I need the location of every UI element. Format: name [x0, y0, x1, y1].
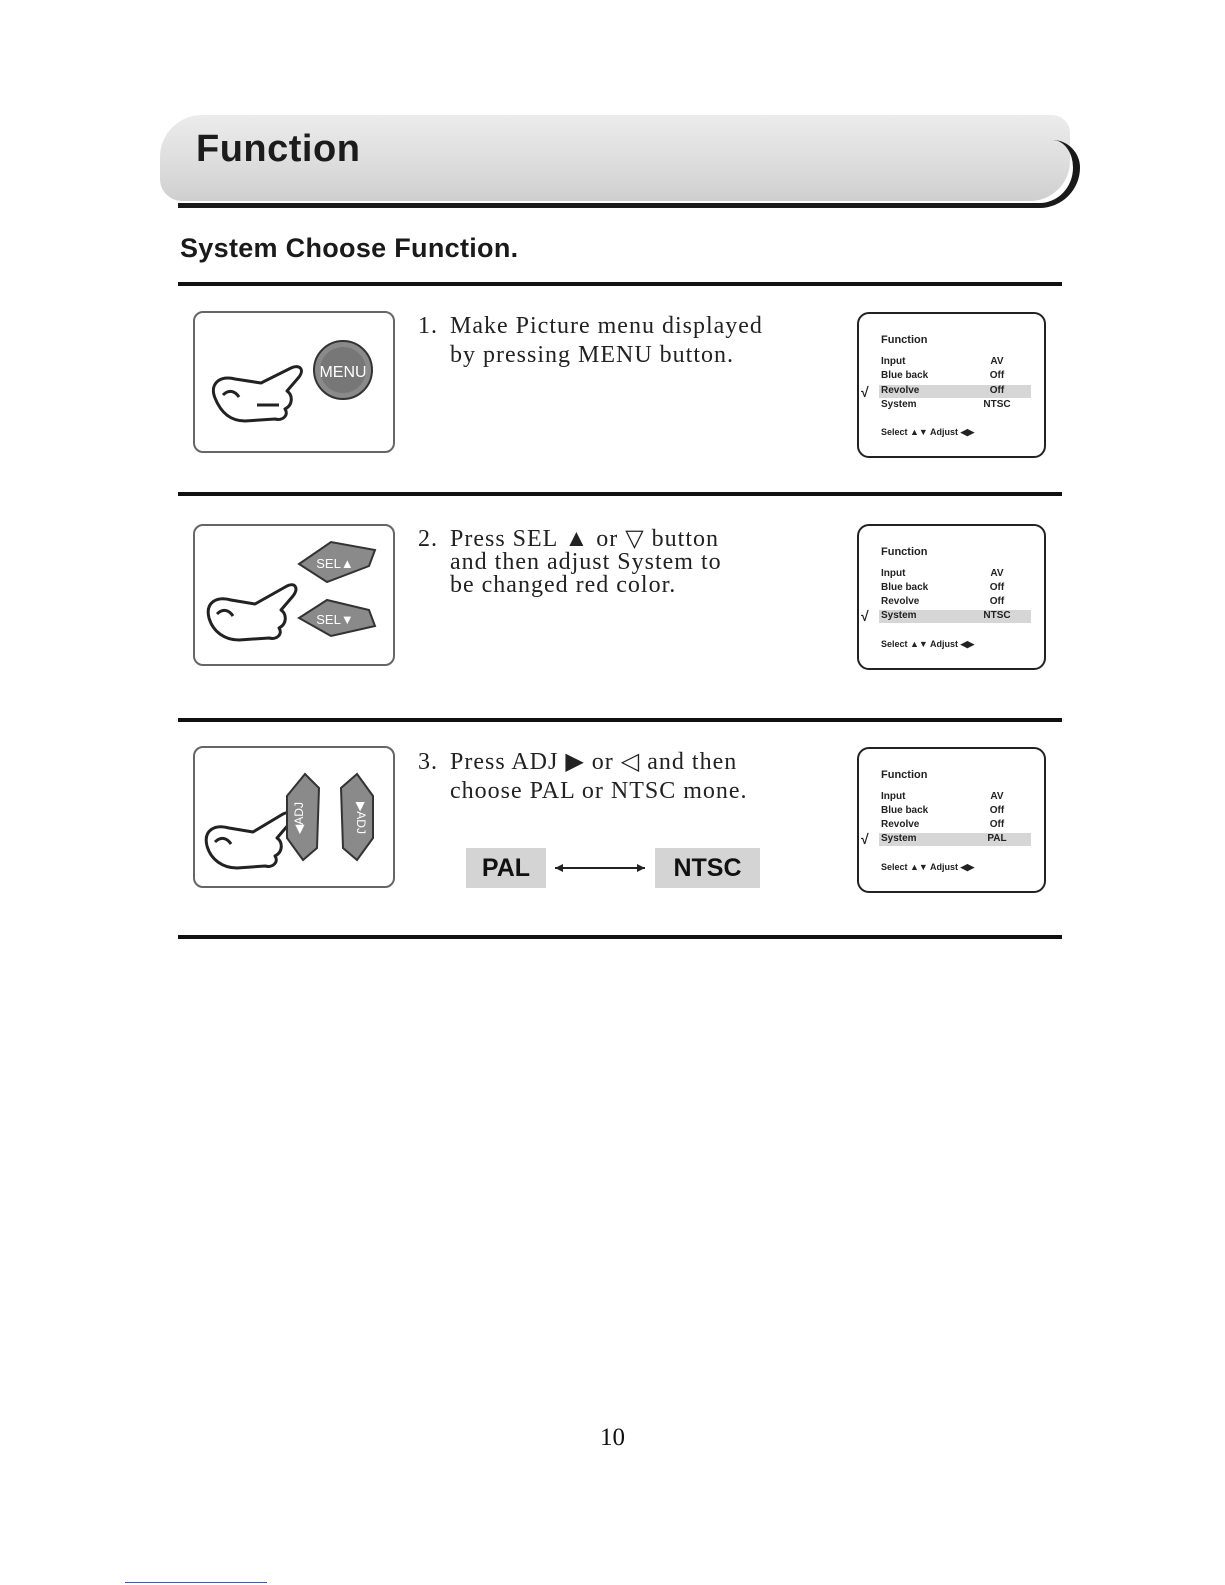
sel-up-button-icon [299, 542, 375, 582]
osd-title: Function [881, 546, 928, 558]
osd-row-system: System NTSC [881, 399, 1011, 410]
sel-down-label: SEL▼ [316, 612, 354, 627]
adj-left-label: ◀ADJ [292, 802, 306, 834]
osd-row-system-selected: System PAL [879, 833, 1031, 846]
step-2-instruction [418, 525, 722, 600]
divider [178, 492, 1062, 496]
double-arrow-icon [555, 863, 645, 873]
osd-row-blue-back: Blue back Off [881, 370, 1005, 381]
osd-row-input: Input AV [881, 568, 1004, 579]
step-1-instruction [418, 312, 763, 370]
step-line: and then adjust System to [450, 549, 722, 575]
step-number: 2. [418, 526, 438, 552]
osd-title: Function [881, 334, 928, 346]
adj-right-label: ▶ADJ [354, 802, 368, 834]
adj-buttons-illustration [193, 746, 395, 888]
sel-down-button-icon [299, 600, 375, 636]
step-3-instruction [418, 748, 748, 806]
osd-footer: Select ▲▼ Adjust ◀▶ [881, 862, 975, 872]
divider [178, 282, 1062, 286]
pointing-hand-icon [206, 813, 292, 868]
step-line: Press ADJ ▶ or ◁ and then [450, 749, 738, 775]
page-title: Function [196, 128, 361, 170]
step-line: by pressing MENU button. [450, 342, 734, 368]
divider [178, 935, 1062, 939]
osd-row-system-selected: System NTSC [879, 610, 1031, 623]
step-number: 1. [418, 313, 438, 339]
step-number: 3. [418, 749, 438, 775]
section-title: System Choose Function. [180, 233, 519, 263]
menu-button-label: MENU [319, 364, 367, 381]
footer-line [125, 1582, 267, 1583]
sel-buttons-illustration [193, 524, 395, 666]
check-icon: √ [861, 608, 869, 624]
adj-left-button-icon [287, 774, 319, 860]
pal-mode-chip: PAL [466, 848, 546, 888]
osd-footer: Select ▲▼ Adjust ◀▶ [881, 639, 975, 649]
osd-row-blue-back: Blue back Off [881, 582, 1005, 593]
step-line: be changed red color. [450, 572, 677, 598]
page-number: 10 [600, 1424, 625, 1451]
osd-screen-2 [857, 524, 1046, 670]
osd-footer: Select ▲▼ Adjust ◀▶ [881, 427, 975, 437]
osd-row-blue-back: Blue back Off [881, 805, 1005, 816]
pointing-hand-icon [213, 367, 301, 421]
pointing-hand-icon [208, 585, 296, 640]
check-icon: √ [861, 831, 869, 847]
menu-button-illustration [193, 311, 395, 453]
sel-up-label: SEL▲ [316, 556, 354, 571]
step-line: choose PAL or NTSC mone. [450, 778, 748, 804]
osd-row-revolve-selected: Revolve Off [879, 385, 1031, 398]
ntsc-mode-chip: NTSC [655, 848, 760, 888]
adj-right-button-icon [341, 774, 373, 860]
osd-row-input: Input AV [881, 791, 1004, 802]
osd-screen-3 [857, 747, 1046, 893]
divider [178, 718, 1062, 722]
osd-row-revolve: Revolve Off [881, 596, 1005, 607]
step-line: Make Picture menu displayed [450, 313, 763, 339]
osd-row-revolve: Revolve Off [881, 819, 1005, 830]
menu-button-icon [314, 341, 372, 399]
mode-toggle-arrow [555, 867, 645, 869]
osd-screen-1 [857, 312, 1046, 458]
check-icon: √ [861, 384, 869, 400]
osd-row-input: Input AV [881, 356, 1004, 367]
osd-title: Function [881, 769, 928, 781]
step-line: Press SEL ▲ or ▽ button [450, 526, 719, 552]
